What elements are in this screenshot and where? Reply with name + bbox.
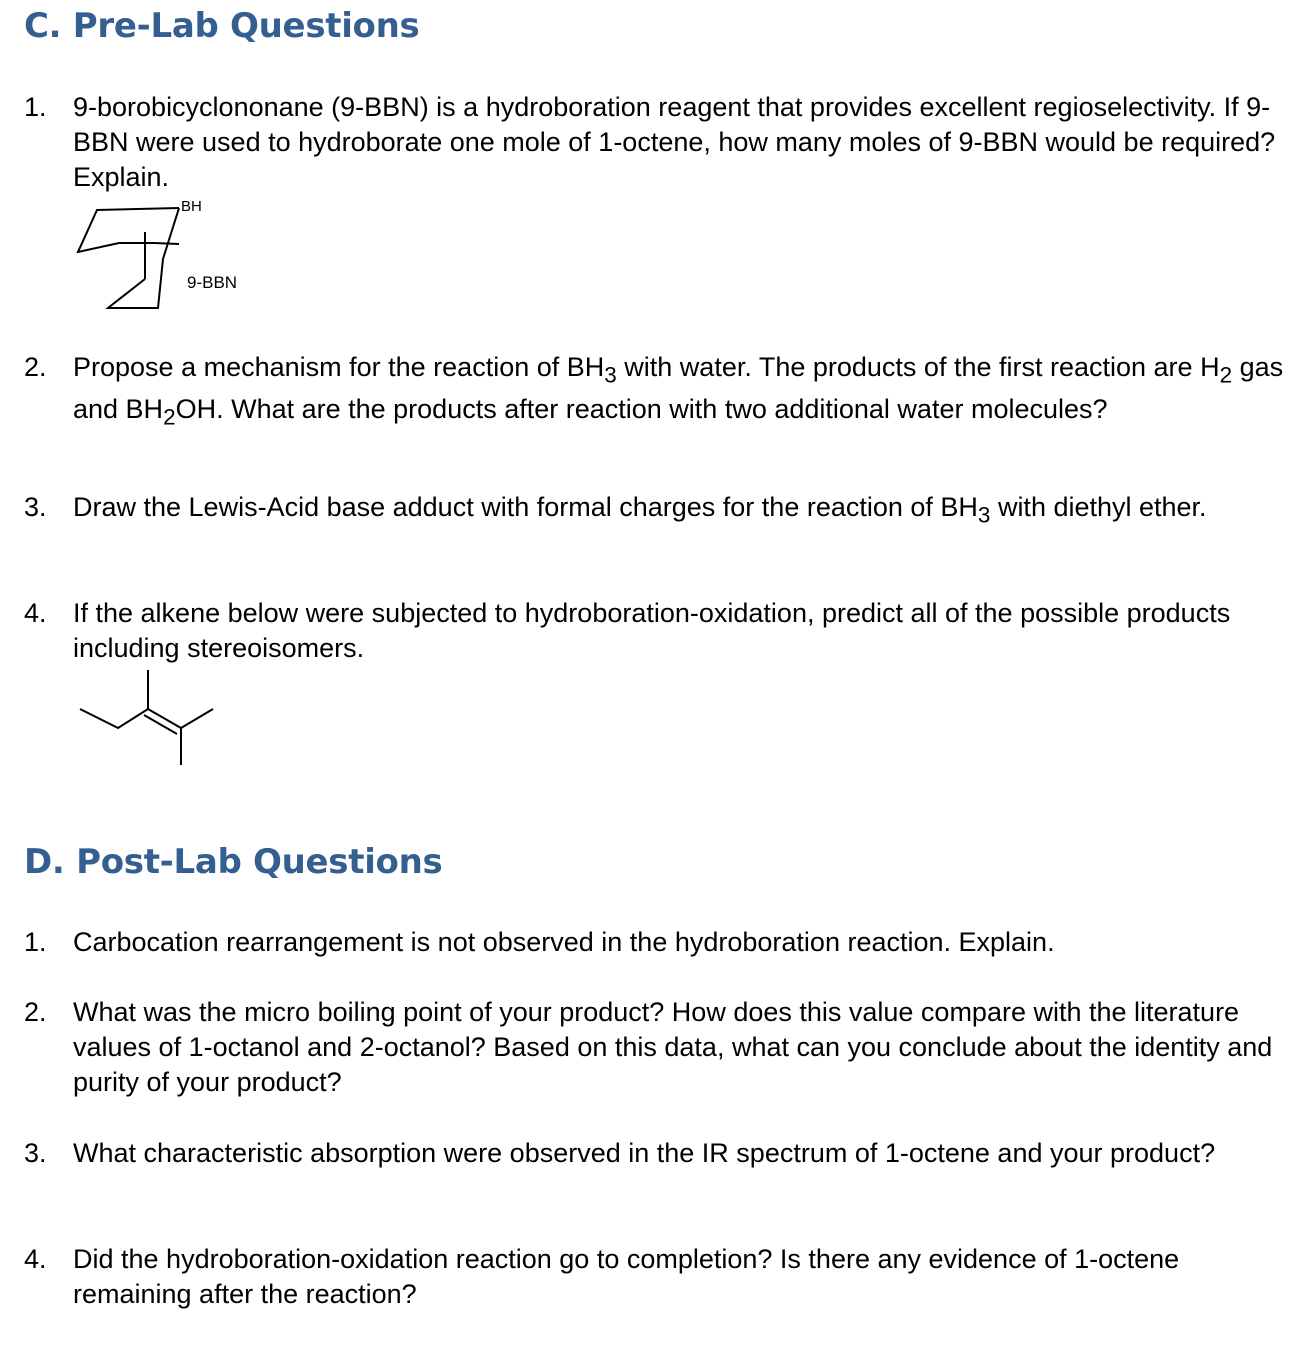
- question-number: 2.: [24, 997, 47, 1027]
- bbn-caption: 9-BBN: [187, 273, 238, 292]
- postlab-question-1: [24, 925, 1284, 960]
- question-number: 3.: [24, 1138, 47, 1168]
- question-text: 9-borobicyclononane (9-BBN) is a hydroboration reagent that provides excellent regioselectivity. If 9-BBN were used to hydroborate one mole of 1-octene, how many moles of 9-BBN would be required? Explain.: [73, 92, 1276, 192]
- postlab-question-2: [24, 995, 1284, 1100]
- question-text: Did the hydroboration-oxidation reaction go to completion? Is there any evidence of 1-octene remaining after the reaction?: [73, 1244, 1180, 1309]
- prelab-question-4: [24, 596, 1284, 666]
- question-text: Draw the Lewis-Acid base adduct with formal charges for the reaction of $BH_3$ with diethyl ether.: [73, 492, 1207, 528]
- postlab-question-3: [24, 1136, 1284, 1171]
- question-text: Propose a mechanism for the reaction of $BH_3$ with water. The products of the first reaction are $H_2$ gas and $BH_2OH$. What are the products after reaction with two additional water molecules?: [73, 352, 1284, 430]
- bbn-bridge-bond: [154, 243, 179, 244]
- bbn-ring-outline: [78, 208, 179, 252]
- question-number: 1.: [24, 927, 47, 957]
- alkene-double-bond: [144, 715, 177, 734]
- alkene-structure: [78, 668, 218, 768]
- question-number: 1.: [24, 92, 47, 122]
- bbn-bridge-bond: [163, 208, 179, 259]
- question-number: 2.: [24, 352, 47, 382]
- prelab-question-2: [24, 350, 1284, 435]
- alkene-methyl-bond: [181, 709, 213, 728]
- bbn-atom-label: BH: [181, 198, 202, 215]
- question-number: 3.: [24, 492, 47, 522]
- postlab-question-4: [24, 1242, 1284, 1312]
- question-text: Carbocation rearrangement is not observed in the hydroboration reaction. Explain.: [73, 927, 1055, 957]
- prelab-question-3: [24, 490, 1284, 532]
- question-number: 4.: [24, 598, 47, 628]
- prelab-heading: C. Pre-Lab Questions: [24, 6, 420, 46]
- 9-bbn-structure: [70, 194, 270, 314]
- question-text: What characteristic absorption were observed in the IR spectrum of 1-octene and your product?: [73, 1138, 1216, 1168]
- bbn-lower-ring: [108, 259, 163, 308]
- question-text: What was the micro boiling point of your product? How does this value compare with the literature values of 1-octanol and 2-octanol? Based on this data, what can you conclude about the identity and purity of your product?: [73, 997, 1273, 1097]
- alkene-double-bond: [148, 709, 181, 728]
- postlab-heading: D. Post-Lab Questions: [24, 842, 443, 882]
- question-number: 4.: [24, 1244, 47, 1274]
- question-text: If the alkene below were subjected to hydroboration-oxidation, predict all of the possible products including stereoisomers.: [73, 598, 1231, 663]
- alkene-skeleton: [80, 709, 148, 728]
- prelab-question-1: [24, 90, 1284, 195]
